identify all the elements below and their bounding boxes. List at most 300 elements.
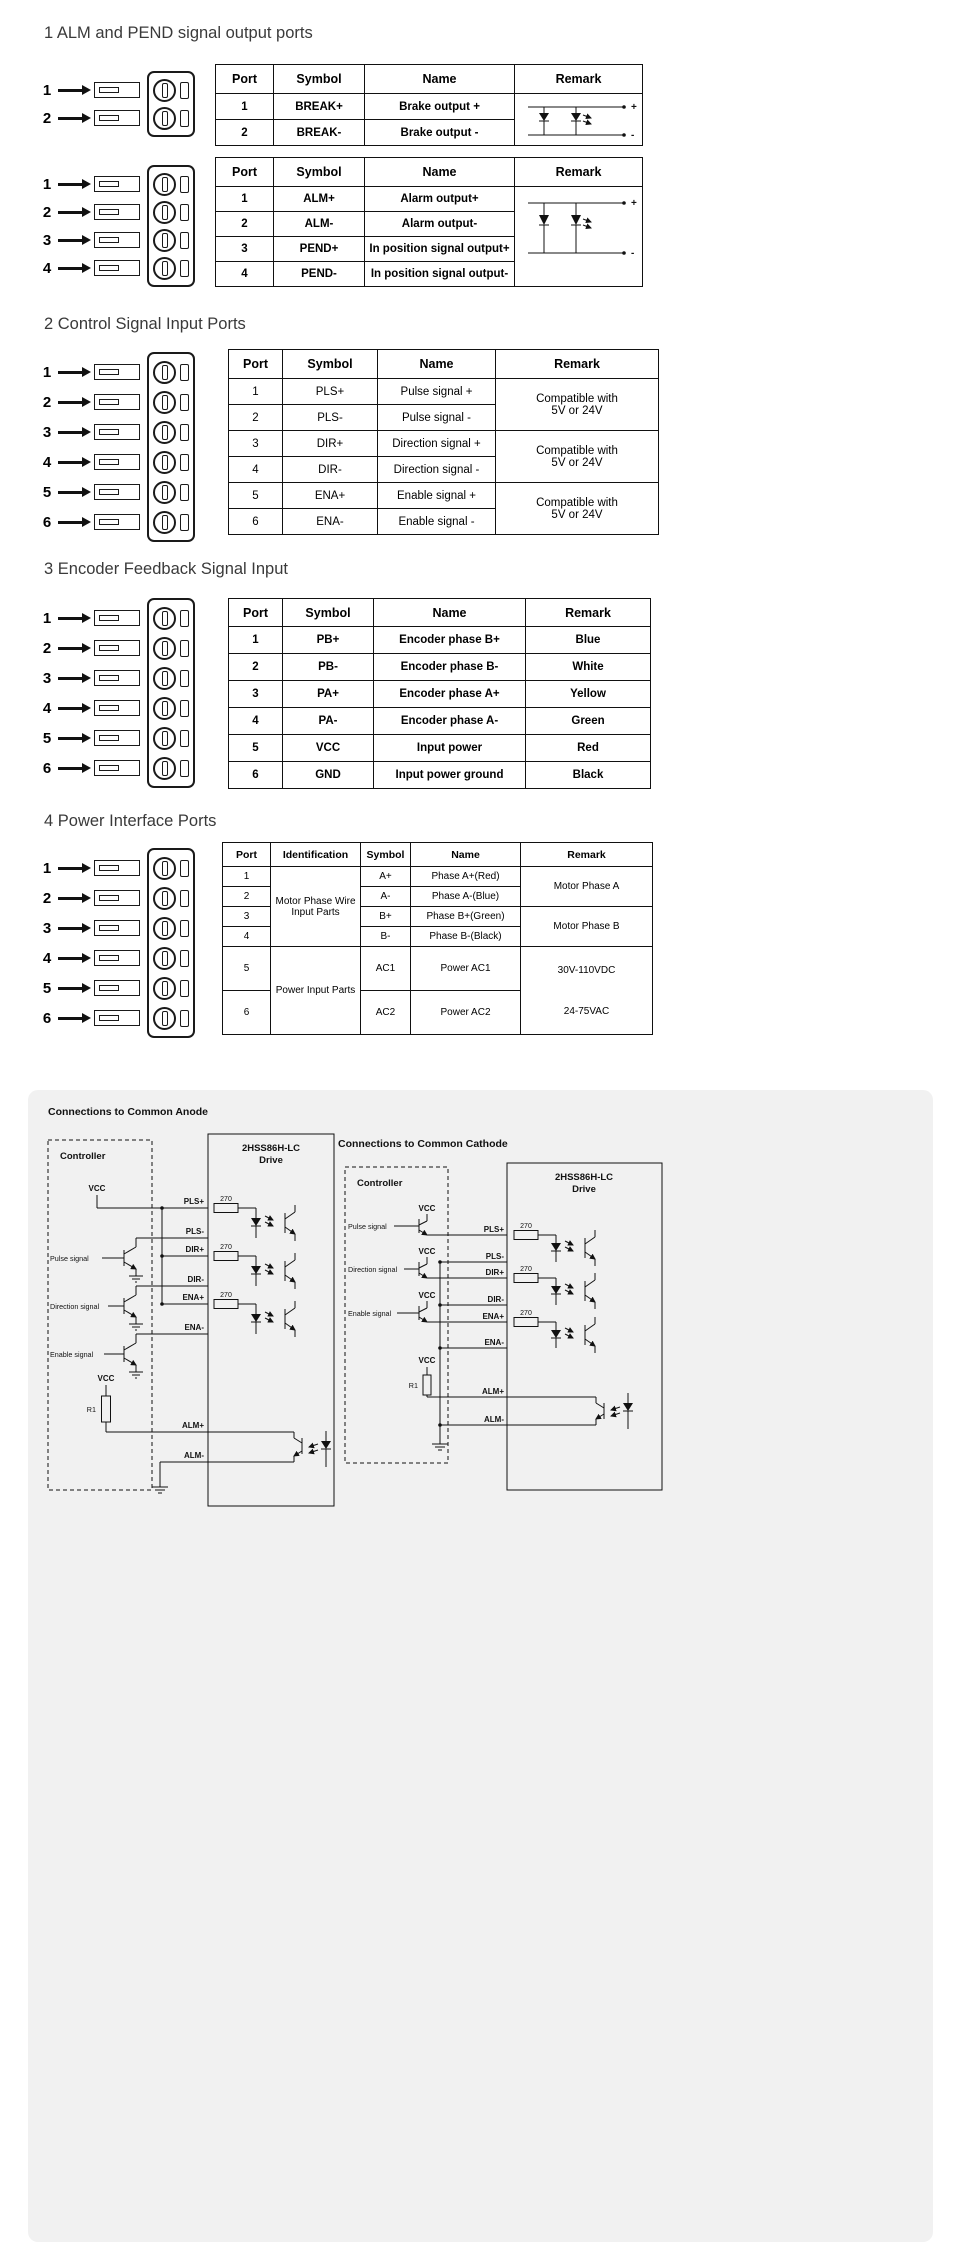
cell-symbol: PEND+ (274, 237, 365, 262)
cell-port: 3 (223, 907, 271, 927)
col-header-symbol: Symbol (274, 158, 365, 187)
terminal-row (153, 973, 189, 1003)
cell-name: Encoder phase A+ (374, 681, 526, 708)
encoder-feedback-table (228, 598, 651, 789)
cell-symbol: PB+ (283, 627, 374, 654)
pin-number: 2 (42, 203, 52, 221)
screw-terminal-icon (153, 947, 176, 970)
terminal-row (153, 447, 189, 477)
arrow-icon (58, 707, 82, 710)
vcc-label: VCC (418, 1356, 436, 1365)
remark-line: Compatible with (536, 444, 618, 457)
pin-number: 1 (42, 609, 52, 627)
cell-port: 6 (229, 509, 283, 535)
vcc-label: VCC (97, 1374, 115, 1383)
cell-port: 2 (216, 212, 274, 237)
cell-port: 5 (223, 947, 271, 991)
terminal-row (153, 417, 189, 447)
cell-symbol: PA+ (283, 681, 374, 708)
cell-identification: Power Input Parts (271, 947, 361, 1035)
terminal-row (153, 104, 189, 132)
table-row (229, 379, 659, 405)
clamp-slot-icon (180, 610, 189, 627)
clamp-slot-icon (180, 860, 189, 877)
pin-number: 5 (42, 729, 52, 747)
cell-name: Alarm output+ (365, 187, 515, 212)
pin-number: 6 (42, 513, 52, 531)
cell-name: Power AC2 (411, 991, 521, 1035)
common-anode-schematic (40, 1100, 340, 1515)
cell-port: 2 (229, 405, 283, 431)
cell-port: 4 (223, 927, 271, 947)
screw-terminal-icon (153, 857, 176, 880)
signal-label: Pulse signal (348, 1222, 387, 1231)
connector-6pin-control (40, 352, 195, 542)
cell-remark (496, 431, 659, 483)
minus-label: - (630, 248, 634, 259)
screw-terminal-icon (153, 391, 176, 414)
col-header-name: Name (365, 158, 515, 187)
cell-name: In position signal output+ (365, 237, 515, 262)
pin-number: 1 (42, 363, 52, 381)
remark-line: 5V or 24V (551, 456, 603, 469)
screw-terminal-icon (153, 107, 176, 130)
resistor-value: 270 (220, 1244, 232, 1251)
resistor-r1 (102, 1396, 111, 1422)
pin-number: 1 (42, 859, 52, 877)
cell-port: 3 (216, 237, 274, 262)
resistor-270 (514, 1274, 538, 1283)
pin-row (40, 254, 140, 282)
wire-label: ALM+ (182, 1421, 204, 1430)
clamp-slot-icon (180, 760, 189, 777)
arrow-icon (58, 117, 82, 120)
wire-slot-icon (94, 1010, 140, 1026)
drive-box (208, 1134, 334, 1506)
wire-label: PLS+ (483, 1225, 504, 1234)
pin-row (40, 633, 140, 663)
cell-name: Input power (374, 735, 526, 762)
cell-port: 4 (229, 457, 283, 483)
wire-slot-icon (94, 890, 140, 906)
cell-name: Brake output - (365, 120, 515, 146)
wire-label: DIR+ (185, 1245, 204, 1254)
remark-line: 5V or 24V (551, 508, 603, 521)
terminal-block (147, 165, 195, 287)
wire-label: PLS- (485, 1252, 504, 1261)
wire-slot-icon (94, 670, 140, 686)
terminal-block (147, 352, 195, 542)
cell-symbol: DIR- (283, 457, 378, 483)
signal-label: Enable signal (50, 1350, 94, 1359)
cell-name: Encoder phase B+ (374, 627, 526, 654)
cathode-title: Connections to Common Cathode (338, 1138, 508, 1150)
col-header-name: Name (411, 843, 521, 867)
resistor-value: 270 (220, 1196, 232, 1203)
wire-slot-icon (94, 610, 140, 626)
cell-symbol: AC1 (361, 947, 411, 991)
pin-row (40, 477, 140, 507)
cell-name: Phase A+(Red) (411, 867, 521, 887)
arrow-icon (58, 867, 82, 870)
header-row (216, 65, 643, 94)
vcc-label: VCC (418, 1247, 436, 1256)
screw-terminal-icon (153, 229, 176, 252)
pin-row (40, 603, 140, 633)
pin-list (40, 357, 140, 537)
wire-label: ALM- (484, 1415, 504, 1424)
clamp-slot-icon (180, 640, 189, 657)
cell-symbol: ALM- (274, 212, 365, 237)
terminal-row (153, 913, 189, 943)
terminal-row (153, 1003, 189, 1033)
cell-symbol: PEND- (274, 262, 365, 287)
clamp-slot-icon (180, 890, 189, 907)
arrow-icon (58, 89, 82, 92)
pin-number: 4 (42, 949, 52, 967)
clamp-slot-icon (180, 424, 189, 441)
terminal-row (153, 507, 189, 537)
wire-slot-icon (94, 110, 140, 126)
wire-slot-icon (94, 760, 140, 776)
common-cathode-schematic (332, 1135, 672, 1495)
cell-symbol: B- (361, 927, 411, 947)
pin-number: 4 (42, 259, 52, 277)
cell-remark: Yellow (526, 681, 651, 708)
screw-terminal-icon (153, 173, 176, 196)
wire-slot-icon (94, 232, 140, 248)
arrow-icon (58, 431, 82, 434)
connector-4pin (40, 165, 195, 287)
wire-slot-icon (94, 514, 140, 530)
pin-number: 5 (42, 979, 52, 997)
resistor-value: 270 (220, 1292, 232, 1299)
pin-row (40, 417, 140, 447)
cell-port: 6 (229, 762, 283, 789)
cell-port: 2 (223, 887, 271, 907)
cell-port: 5 (229, 735, 283, 762)
wire-slot-icon (94, 484, 140, 500)
wire-label: DIR- (487, 1295, 504, 1304)
wire-slot-icon (94, 82, 140, 98)
brake-signal-table (215, 64, 643, 146)
terminal-row (153, 76, 189, 104)
cell-remark (515, 187, 643, 287)
drive-label: Drive (572, 1184, 596, 1195)
connector-6pin-power (40, 848, 195, 1038)
drive-label: 2HSS86H-LC (241, 1143, 301, 1154)
table-row (216, 94, 643, 120)
pin-number: 2 (42, 639, 52, 657)
table-row (229, 681, 651, 708)
pin-row (40, 1003, 140, 1033)
cell-port: 1 (223, 867, 271, 887)
arrow-icon (58, 211, 82, 214)
drive-label: 2HSS86H-LC (554, 1172, 614, 1183)
screw-terminal-icon (153, 79, 176, 102)
terminal-row (153, 170, 189, 198)
cell-name: Pulse signal - (378, 405, 496, 431)
optocoupler-circuit-icon (520, 189, 638, 281)
terminal-row (153, 603, 189, 633)
cell-remark: White (526, 654, 651, 681)
terminal-block (147, 598, 195, 788)
terminal-row (153, 853, 189, 883)
header-row (223, 843, 653, 867)
arrow-icon (58, 401, 82, 404)
clamp-slot-icon (180, 514, 189, 531)
pin-row (40, 447, 140, 477)
terminal-block (147, 71, 195, 137)
pin-number: 3 (42, 423, 52, 441)
table-row (229, 654, 651, 681)
cell-name: Input power ground (374, 762, 526, 789)
cell-remark: Blue (526, 627, 651, 654)
anode-title: Connections to Common Anode (48, 1106, 209, 1118)
clamp-slot-icon (180, 260, 189, 277)
pin-row (40, 226, 140, 254)
cell-port: 1 (216, 94, 274, 120)
wire-label: DIR+ (485, 1268, 504, 1277)
clamp-slot-icon (180, 176, 189, 193)
col-header-port: Port (216, 158, 274, 187)
alarm-pend-table (215, 157, 643, 287)
cell-symbol: GND (283, 762, 374, 789)
optocoupler-circuit-icon (520, 95, 638, 141)
wire-label: ALM- (184, 1451, 204, 1460)
resistor-value: 270 (520, 1223, 532, 1230)
wire-slot-icon (94, 394, 140, 410)
cell-symbol: PA- (283, 708, 374, 735)
screw-terminal-icon (153, 257, 176, 280)
wire-label: ENA- (484, 1338, 504, 1347)
cell-name: Phase B+(Green) (411, 907, 521, 927)
wire-label: ENA- (184, 1323, 204, 1332)
screw-terminal-icon (153, 727, 176, 750)
wire-slot-icon (94, 454, 140, 470)
screw-terminal-icon (153, 607, 176, 630)
r1-label: R1 (86, 1405, 96, 1414)
wire-slot-icon (94, 176, 140, 192)
screw-terminal-icon (153, 1007, 176, 1030)
arrow-icon (58, 897, 82, 900)
plus-label: + (630, 102, 637, 113)
pin-row (40, 693, 140, 723)
terminal-row (153, 883, 189, 913)
arrow-icon (58, 647, 82, 650)
col-header-port: Port (216, 65, 274, 94)
clamp-slot-icon (180, 920, 189, 937)
cell-symbol: VCC (283, 735, 374, 762)
terminal-row (153, 753, 189, 783)
cell-remark (515, 94, 643, 146)
cell-port: 3 (229, 431, 283, 457)
screw-terminal-icon (153, 511, 176, 534)
resistor-270 (214, 1252, 238, 1261)
screw-terminal-icon (153, 887, 176, 910)
cell-remark: Motor Phase A (521, 867, 653, 907)
cell-identification: Motor Phase Wire Input Parts (271, 867, 361, 947)
arrow-icon (58, 737, 82, 740)
arrow-icon (58, 927, 82, 930)
pin-number: 3 (42, 231, 52, 249)
col-header-symbol: Symbol (283, 350, 378, 379)
terminal-row (153, 693, 189, 723)
cell-name: Encoder phase B- (374, 654, 526, 681)
cell-name: Phase A-(Blue) (411, 887, 521, 907)
col-header-symbol: Symbol (283, 599, 374, 627)
col-header-port: Port (229, 350, 283, 379)
section1-heading: 1 ALM and PEND signal output ports (44, 24, 313, 42)
terminal-row (153, 633, 189, 663)
wire-slot-icon (94, 980, 140, 996)
pin-number: 2 (42, 889, 52, 907)
cell-name: Encoder phase A- (374, 708, 526, 735)
cell-symbol: ALM+ (274, 187, 365, 212)
pin-number: 2 (42, 109, 52, 127)
cell-name: Pulse signal + (378, 379, 496, 405)
wire-slot-icon (94, 860, 140, 876)
wire-label: ENA+ (482, 1312, 504, 1321)
section4-heading: 4 Power Interface Ports (44, 812, 217, 830)
table-row (229, 735, 651, 762)
cell-name: Power AC1 (411, 947, 521, 991)
pin-number: 1 (42, 175, 52, 193)
table-row (216, 187, 643, 212)
wire-slot-icon (94, 204, 140, 220)
wire-slot-icon (94, 424, 140, 440)
clamp-slot-icon (180, 394, 189, 411)
resistor-270 (214, 1204, 238, 1213)
table-row (223, 867, 653, 887)
pin-number: 1 (42, 81, 52, 99)
cell-name: Phase B-(Black) (411, 927, 521, 947)
resistor-270 (214, 1300, 238, 1309)
wire-slot-icon (94, 364, 140, 380)
remark-line: 30V-110VDC (557, 964, 616, 976)
pin-number: 6 (42, 759, 52, 777)
header-row (229, 599, 651, 627)
header-row (229, 350, 659, 379)
pin-list (40, 603, 140, 783)
table-row (229, 627, 651, 654)
cell-remark: Motor Phase B (521, 907, 653, 947)
clamp-slot-icon (180, 484, 189, 501)
arrow-icon (58, 1017, 82, 1020)
pin-list (40, 170, 140, 282)
clamp-slot-icon (180, 700, 189, 717)
pin-row (40, 943, 140, 973)
cell-symbol: BREAK+ (274, 94, 365, 120)
col-header-remark: Remark (521, 843, 653, 867)
col-header-name: Name (365, 65, 515, 94)
table-row (223, 947, 653, 991)
resistor-value: 270 (520, 1266, 532, 1273)
section2-heading: 2 Control Signal Input Ports (44, 315, 246, 333)
vcc-label: VCC (88, 1184, 106, 1193)
cell-port: 1 (229, 627, 283, 654)
cell-port: 1 (229, 379, 283, 405)
remark-line: Compatible with (536, 496, 618, 509)
table-row (229, 431, 659, 457)
cell-name: In position signal output- (365, 262, 515, 287)
cell-name: Alarm output- (365, 212, 515, 237)
cell-name: Enable signal - (378, 509, 496, 535)
clamp-slot-icon (180, 730, 189, 747)
cell-port: 2 (229, 654, 283, 681)
control-signal-table (228, 349, 659, 535)
wire-slot-icon (94, 700, 140, 716)
screw-terminal-icon (153, 667, 176, 690)
cell-symbol: PLS- (283, 405, 378, 431)
terminal-block (147, 848, 195, 1038)
wire-label: PLS- (185, 1227, 204, 1236)
col-header-identification: Identification (271, 843, 361, 867)
cell-symbol: ENA+ (283, 483, 378, 509)
wire-slot-icon (94, 950, 140, 966)
cell-name: Enable signal + (378, 483, 496, 509)
cell-remark: Green (526, 708, 651, 735)
clamp-slot-icon (180, 364, 189, 381)
signal-label: Pulse signal (50, 1254, 89, 1263)
cell-symbol: PLS+ (283, 379, 378, 405)
terminal-row (153, 198, 189, 226)
cell-symbol: BREAK- (274, 120, 365, 146)
pin-number: 4 (42, 453, 52, 471)
clamp-slot-icon (180, 950, 189, 967)
terminal-row (153, 387, 189, 417)
arrow-icon (58, 491, 82, 494)
cell-port: 4 (216, 262, 274, 287)
cell-port: 1 (216, 187, 274, 212)
pin-number: 4 (42, 699, 52, 717)
terminal-row (153, 723, 189, 753)
col-header-name: Name (378, 350, 496, 379)
cell-name: Direction signal + (378, 431, 496, 457)
connector-6pin-encoder (40, 598, 195, 788)
pin-row (40, 853, 140, 883)
pin-row (40, 663, 140, 693)
vcc-label: VCC (418, 1291, 436, 1300)
pin-list (40, 76, 140, 132)
cell-port: 4 (229, 708, 283, 735)
screw-terminal-icon (153, 481, 176, 504)
pin-row (40, 753, 140, 783)
pin-row (40, 104, 140, 132)
screw-terminal-icon (153, 361, 176, 384)
remark-line: 24-75VAC (563, 1005, 610, 1017)
screw-terminal-icon (153, 637, 176, 660)
screw-terminal-icon (153, 757, 176, 780)
arrow-icon (58, 987, 82, 990)
cell-name: Direction signal - (378, 457, 496, 483)
signal-label: Enable signal (348, 1309, 392, 1318)
pin-row (40, 357, 140, 387)
screw-terminal-icon (153, 697, 176, 720)
arrow-icon (58, 239, 82, 242)
clamp-slot-icon (180, 454, 189, 471)
cell-symbol: ENA- (283, 509, 378, 535)
col-header-remark: Remark (515, 65, 643, 94)
cell-symbol: A+ (361, 867, 411, 887)
cell-symbol: PB- (283, 654, 374, 681)
pin-number: 3 (42, 669, 52, 687)
controller-label: Controller (357, 1178, 403, 1189)
cell-symbol: B+ (361, 907, 411, 927)
cell-remark (496, 379, 659, 431)
drive-label: Drive (259, 1155, 283, 1166)
arrow-icon (58, 371, 82, 374)
